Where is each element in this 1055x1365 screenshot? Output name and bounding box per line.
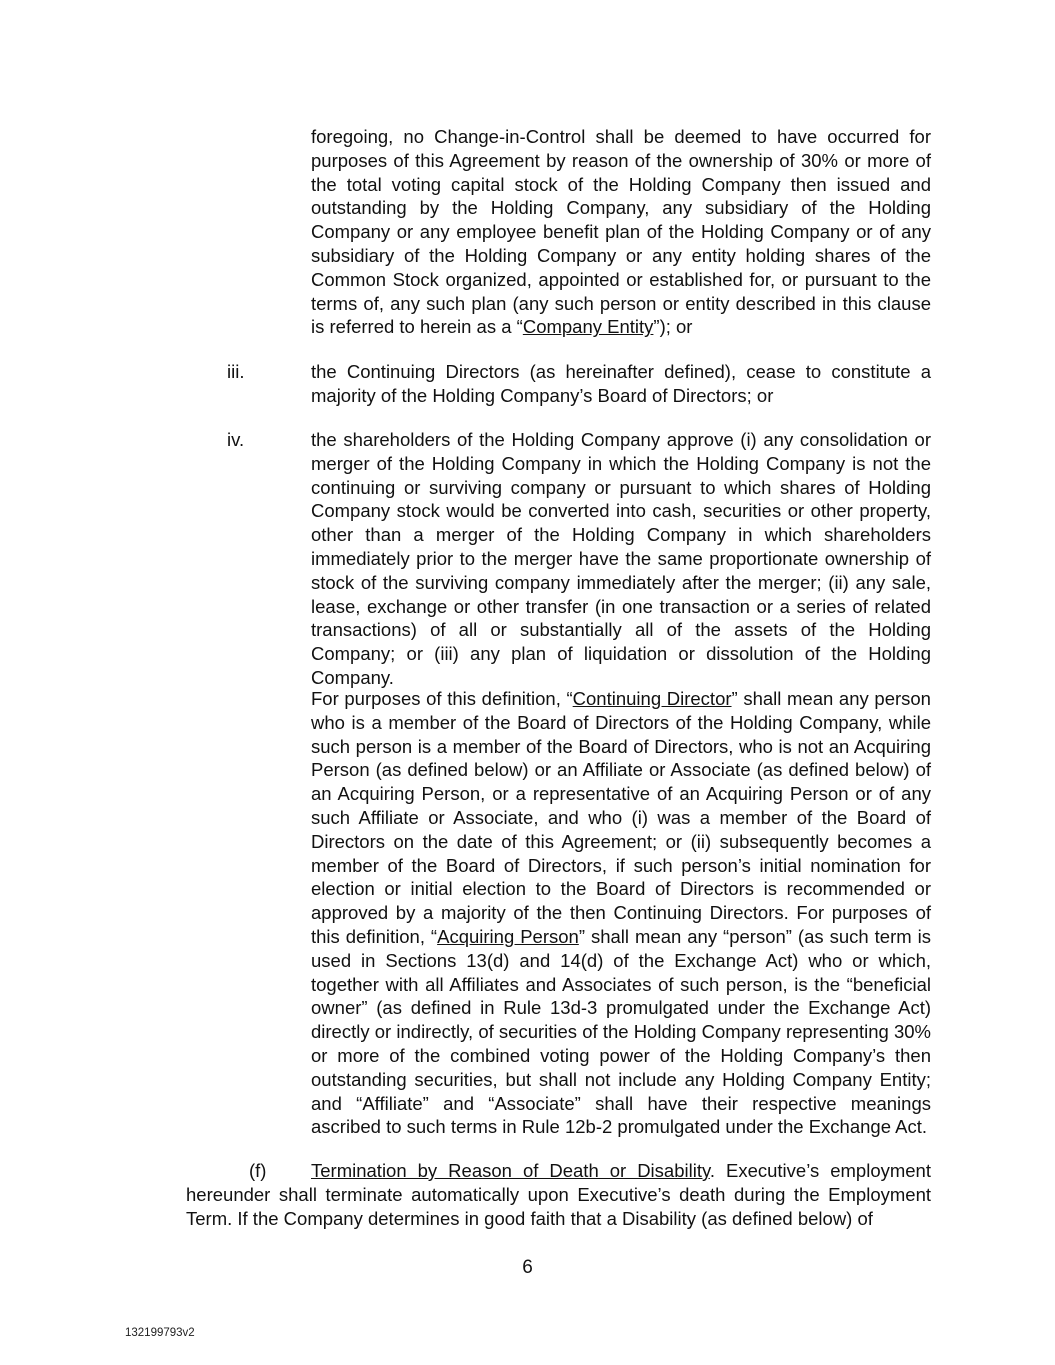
paragraph-text: foregoing, no Change-in-Control shall be deemed to have occurred for purposes of this Agreement by reason of the ownership of 30% or more of the total voting capital stock of the Holding Company then issued and outstanding by the Holding Company, any subsidiary of the Holding Company or any employee benefit plan of the Holding Company or of any subsidiary of the Holding Company or any entity holding shares of the Common Stock organized, appointed or established for, or pursuant to the terms of, any such plan (any such person or entity described in this clause is referred to herein as a “ xyxy=(311,126,931,338)
document-id: 132199793v2 xyxy=(125,1327,195,1339)
item-iv-text: the shareholders of the Holding Company approve (i) any consolidation or merger of the Holding Company in which the Holding Company is not the continuing or surviving company or pursuant to which shares of Holding Company stock would be converted into cash, securities or other property, other than a merger of the Holding Company in which shareholders immediately prior to the merger have the same proportionate ownership of stock of the surviving company immediately after the merger; (ii) any sale, lease, exchange or other transfer (in one transaction or a series of related transactions) of all or substantially all of the assets of the Holding Company; or (iii) any plan of liquidation or dissolution of the Holding Company. xyxy=(311,429,931,688)
page-number: 6 xyxy=(522,1257,533,1278)
paragraph-foregoing xyxy=(311,125,931,339)
paragraph-text: ” shall mean any “person” (as such term is used in Sections 13(d) and 14(d) of the Exchange Act) who or which, together with all Affiliates and Associates of such person, is the “beneficial owner” (as defined in Rule 13d-3 promulgated under the Exchange Act) directly or indirectly, of securities of the Holding Company representing 30% or more of the combined voting power of the Holding Company’s then outstanding securities, but shall not include any Holding Company Entity; and “Affiliate” and “Associate” shall have their respective meanings ascribed to such terms in Rule 12b-2 promulgated under the Exchange Act. xyxy=(311,925,931,1138)
paragraph-text: For purposes of this definition, “ xyxy=(311,688,573,709)
paragraph-text: ”); or xyxy=(653,316,693,338)
item-label-iii: iii. xyxy=(227,361,245,382)
paragraph-text: ” shall mean any person who is a member of the Board of Directors of the Holding Company, while such person is a member of the Board of Directors, who is not an Acquiring Person (as defined below) or an Affiliate or Associate (as defined below) of an Acquiring Person, or a representative of an Acquiring Person or of any such Affiliate or Associate, and who (i) was a member of the Board of Directors on the date of this Agreement; or (ii) subsequently becomes a member of the Board of Directors, if such person’s initial nomination for election or initial election to the Board of Directors is recommended or approved by a majority of the then Continuing Directors. For purposes of this definition, “ xyxy=(311,688,931,947)
defined-term-continuing-director: Continuing Director xyxy=(572,688,732,709)
section-f-paragraph xyxy=(186,1159,931,1230)
item-label-iv: iv. xyxy=(227,429,245,450)
paragraph-text: . Executive’s employment hereunder shall terminate automatically upon Executive’s death during the Employment Term. If the Company determines in good faith that a Disability (as defined below) of xyxy=(186,1160,931,1229)
section-heading: Termination by Reason of Death or Disability xyxy=(311,1160,710,1181)
section-label-f: (f) xyxy=(249,1160,267,1181)
defined-term-company-entity: Company Entity xyxy=(522,316,654,338)
defined-term-acquiring-person: Acquiring Person xyxy=(437,925,579,947)
item-iii-text: the Continuing Directors (as hereinafter defined), cease to constitute a majority of the Holding Company’s Board of Directors; or xyxy=(311,361,931,406)
paragraph-definition xyxy=(311,687,931,1139)
